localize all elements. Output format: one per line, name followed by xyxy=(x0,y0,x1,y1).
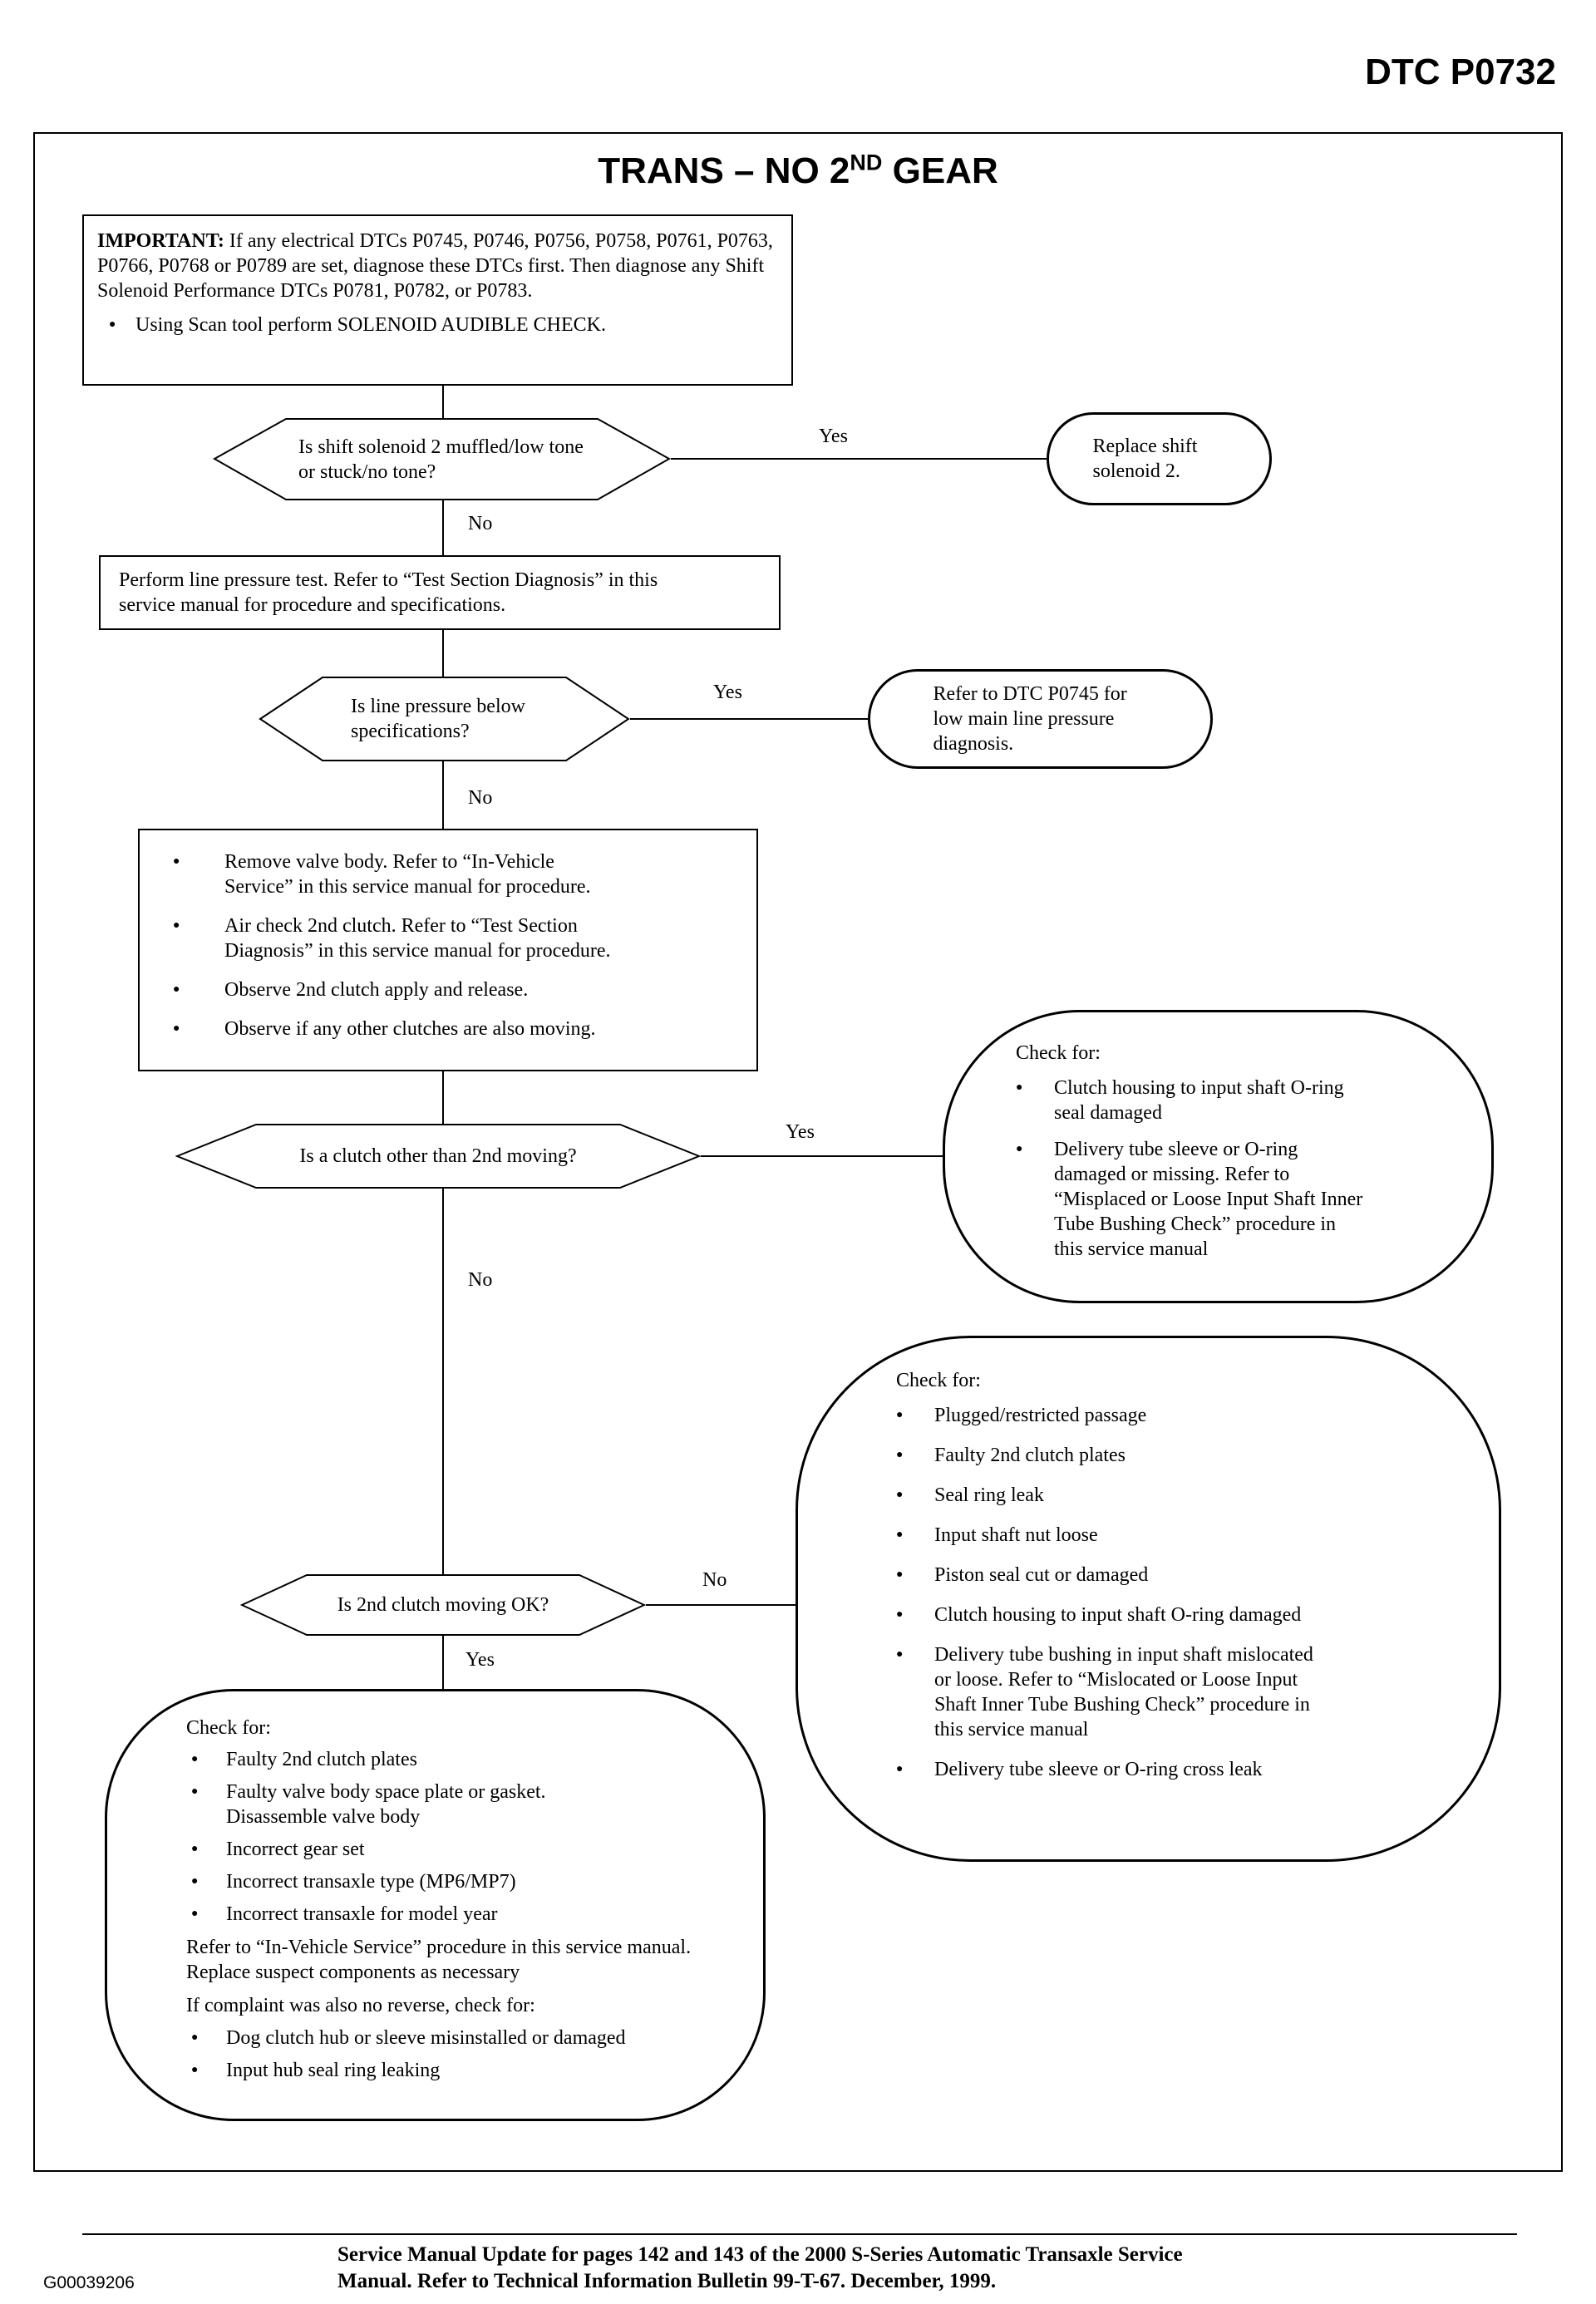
bullet-text: ● Input hub seal ring leaking xyxy=(226,2060,441,2081)
decision-text: Is line pressure below specifications? xyxy=(351,696,525,742)
flowchart-title xyxy=(0,150,1596,193)
yes-label-decision2: Yes xyxy=(713,682,742,703)
bubble-paragraph: Refer to “In-Vehicle Service” procedure in this service manual. Replace suspect components as necessary xyxy=(186,1937,692,1983)
bubble-item xyxy=(191,2026,726,2050)
footer-line2: Manual. Refer to Technical Information Bulletin 99-T-67. December, 1999. xyxy=(337,2270,997,2292)
bullet-text: ● Incorrect transaxle for model year xyxy=(226,1903,498,1925)
bubble-item xyxy=(896,1602,1449,1627)
checklist-item xyxy=(173,977,736,1002)
bullet-text: ● Using Scan tool perform SOLENOID AUDIBLE CHECK. xyxy=(135,314,606,336)
footer-divider xyxy=(82,2233,1517,2235)
bubble-item xyxy=(1016,1076,1450,1125)
figure-id: G00039206 xyxy=(43,2273,135,2292)
bullet-text: ● Seal ring leak xyxy=(934,1484,1044,1506)
important-note-text xyxy=(97,229,780,303)
bubble-item xyxy=(896,1403,1449,1428)
bubble-item xyxy=(191,1902,726,1927)
bullet-text: ● Clutch housing to input shaft O-ring damaged xyxy=(934,1604,1302,1626)
valve-body-checklist-box xyxy=(138,829,758,1071)
action-replace-shift-solenoid xyxy=(1047,412,1272,505)
action-refer-dtc-p0745 xyxy=(868,669,1213,769)
bullet-text: ● Plugged/restricted passage xyxy=(934,1405,1147,1426)
no-label-decision1: No xyxy=(468,513,493,534)
bubble-item xyxy=(896,1483,1449,1508)
bullet-text: ● Clutch housing to input shaft O-ring seal damaged xyxy=(1054,1077,1344,1124)
bubble-header: Check for: xyxy=(186,1717,271,1739)
bullet-text: ● Incorrect transaxle type (MP6/MP7) xyxy=(226,1871,516,1893)
bubble-item xyxy=(191,1747,726,1772)
bubble-item xyxy=(191,1869,726,1894)
important-note-box xyxy=(82,214,793,386)
bubble-paragraph: If complaint was also no reverse, check for: xyxy=(186,1995,535,2016)
bubble-item xyxy=(191,2058,726,2083)
checklist-item xyxy=(173,1017,736,1041)
bullet-text: ● Air check 2nd clutch. Refer to “Test Section Diagnosis” in this service manual for procedure. xyxy=(224,915,611,962)
decision-other-clutch-moving xyxy=(175,1123,701,1189)
title-text-suffix: GEAR xyxy=(882,150,998,191)
bullet-text: ● Dog clutch hub or sleeve misinstalled or damaged xyxy=(226,2027,626,2049)
bubble-item xyxy=(191,1780,726,1829)
bubble-header: Check for: xyxy=(896,1370,981,1391)
bullet-text: ● Delivery tube bushing in input shaft mislocated or loose. Refer to “Mislocated or Loose Input Shaft Inner Tube Bushing Check” procedure in this service manual xyxy=(934,1644,1313,1740)
no-label-decision3: No xyxy=(468,1269,493,1291)
bubble-item xyxy=(896,1443,1449,1468)
bullet-text: ● Input shaft nut loose xyxy=(934,1524,1098,1546)
yes-label-decision4: Yes xyxy=(466,1649,495,1671)
decision-2nd-clutch-moving-ok xyxy=(240,1573,646,1637)
process-text: Perform line pressure test. Refer to “Test Section Diagnosis” in this service manual for procedure and specifications. xyxy=(119,569,658,616)
decision-text: Is shift solenoid 2 muffled/low tone or stuck/no tone? xyxy=(298,436,584,483)
no-label-decision4: No xyxy=(702,1569,727,1591)
bullet-text: ● Observe 2nd clutch apply and release. xyxy=(224,979,529,1001)
action-text: Refer to DTC P0745 for low main line pressure diagnosis. xyxy=(933,683,1127,755)
decision-line-pressure-below-spec xyxy=(259,676,630,762)
bullet-text: ● Faulty 2nd clutch plates xyxy=(226,1749,417,1770)
important-label: IMPORTANT: xyxy=(97,230,224,252)
decision-text: Is 2nd clutch moving OK? xyxy=(337,1594,549,1616)
checklist-item xyxy=(173,849,736,899)
action-text: Replace shift solenoid 2. xyxy=(1092,436,1198,482)
decision-shift-solenoid-tone xyxy=(213,417,671,501)
dtc-code-header: DTC P0732 xyxy=(1365,52,1556,92)
bubble-header: Check for: xyxy=(1016,1042,1101,1064)
title-text: TRANS – NO 2 xyxy=(598,150,850,191)
bubble-2nd-clutch-ok-checks xyxy=(105,1689,766,2121)
bubble-2nd-clutch-not-ok-checks xyxy=(796,1336,1501,1862)
bubble-item xyxy=(896,1642,1449,1742)
bullet-text: ● Faulty 2nd clutch plates xyxy=(934,1445,1126,1466)
bullet-text: ● Delivery tube sleeve or O-ring cross leak xyxy=(934,1759,1263,1780)
bubble-other-clutch-checks xyxy=(943,1010,1494,1303)
checklist-item xyxy=(173,913,736,963)
bubble-item xyxy=(896,1523,1449,1548)
bullet-text: ● Observe if any other clutches are also moving. xyxy=(224,1018,596,1040)
yes-label-decision3: Yes xyxy=(786,1121,815,1143)
no-label-decision2: No xyxy=(468,787,493,809)
footer-line1: Service Manual Update for pages 142 and 143 of the 2000 S-Series Automatic Transaxle Service xyxy=(337,2243,1183,2266)
important-body: If any electrical DTCs P0745, P0746, P0756, P0758, P0761, P0763, P0766, P0768 or P0789 are set, diagnose these DTCs first. Then diagnose any Shift Solenoid Performance DTCs P0781, P0782, or P0783. xyxy=(97,230,773,302)
bubble-item xyxy=(896,1563,1449,1588)
bullet-text: ● Incorrect gear set xyxy=(226,1839,365,1860)
bubble-item xyxy=(191,1837,726,1862)
important-bullet xyxy=(97,313,780,337)
bullet-text: ● Faulty valve body space plate or gasket. Disassemble valve body xyxy=(226,1781,546,1828)
bullet-text: ● Piston seal cut or damaged xyxy=(934,1564,1149,1586)
bullet-text: ● Remove valve body. Refer to “In-Vehicle Service” in this service manual for procedure. xyxy=(224,851,591,898)
footer-note xyxy=(337,2242,1183,2295)
decision-text: Is a clutch other than 2nd moving? xyxy=(299,1145,577,1167)
bubble-item xyxy=(896,1757,1449,1782)
process-line-pressure-test xyxy=(99,555,781,630)
bubble-item xyxy=(1016,1137,1450,1262)
title-superscript: ND xyxy=(850,150,883,175)
bullet-text: ● Delivery tube sleeve or O-ring damaged or missing. Refer to “Misplaced or Loose Input Shaft Inner Tube Bushing Check” procedure in this service manual xyxy=(1054,1139,1363,1260)
yes-label-decision1: Yes xyxy=(819,426,848,447)
